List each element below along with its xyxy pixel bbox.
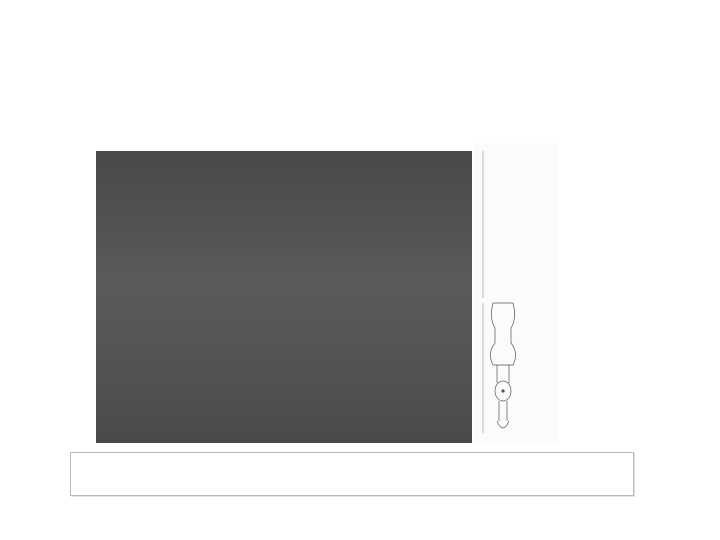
rod-cell-illustration bbox=[473, 143, 557, 443]
figure-caption bbox=[70, 452, 634, 496]
retina-micrograph-image bbox=[96, 151, 472, 443]
retina-rods-micrograph bbox=[96, 151, 472, 443]
rod-cell-diagram bbox=[473, 143, 557, 443]
